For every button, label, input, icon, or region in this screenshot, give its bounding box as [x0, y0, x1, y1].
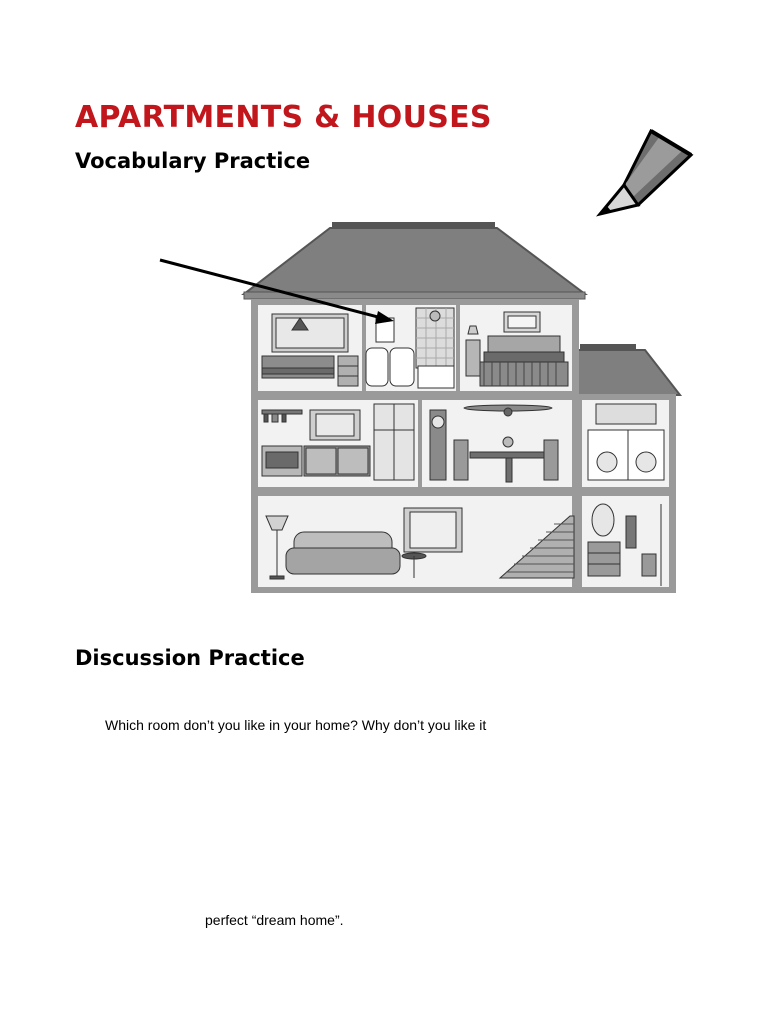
- bedroom-small: [262, 314, 358, 386]
- pencil-icon: [600, 131, 691, 214]
- discussion-heading: Discussion Practice: [75, 646, 305, 670]
- laundry-room: [588, 404, 664, 480]
- page-title: APARTMENTS & HOUSES: [75, 100, 492, 135]
- side-roof: [578, 344, 680, 395]
- page-subtitle: Vocabulary Practice: [75, 149, 311, 173]
- house-roof: [244, 222, 585, 299]
- discussion-fragment: perfect “dream home”.: [205, 912, 344, 928]
- discussion-question: Which room don’t you like in your home? Why don’t you like it: [105, 717, 487, 733]
